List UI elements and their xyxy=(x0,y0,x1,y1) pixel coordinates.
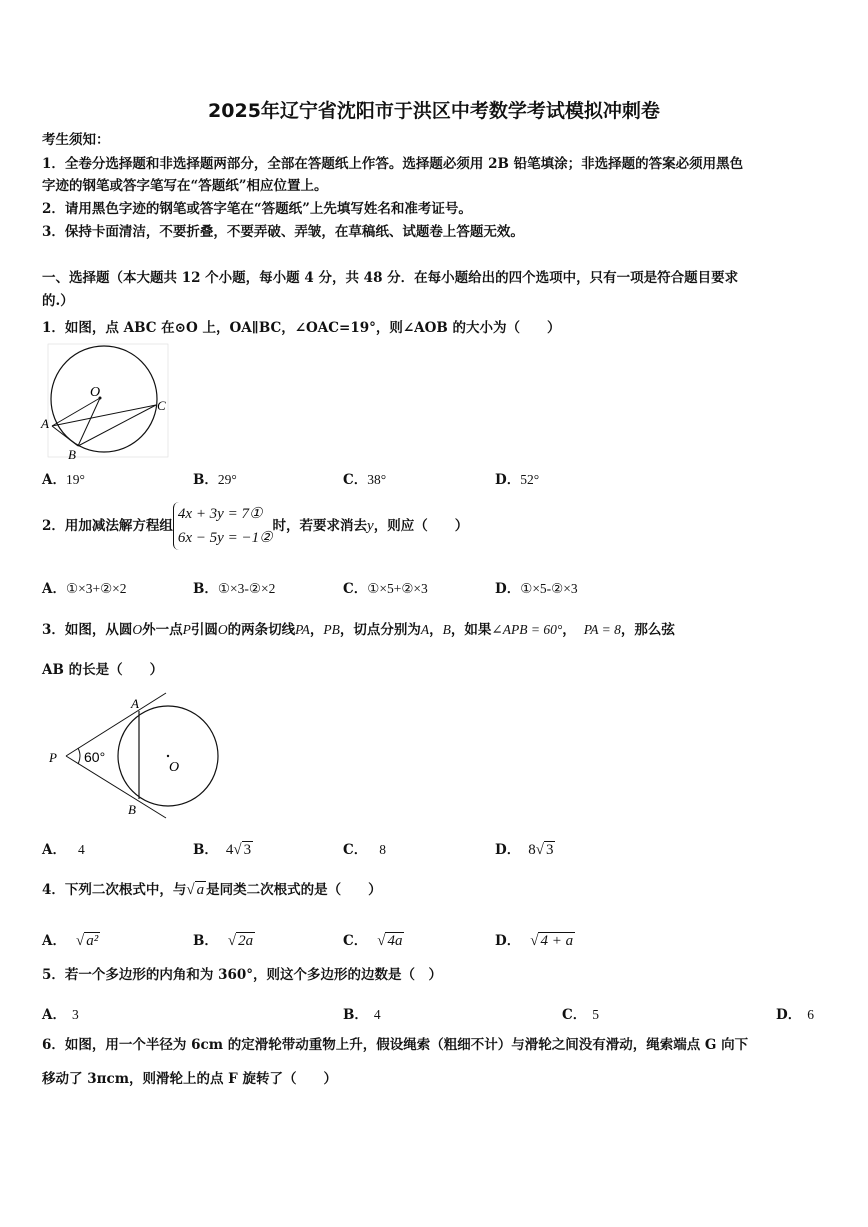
equation-system: 4x + 3y = 7① 6x − 5y = −1② xyxy=(173,502,273,550)
question-1-stem: 1．如图，点 ABC 在⊙O 上，OA∥BC，∠OAC=19°，则∠AOB 的大小为（ ） xyxy=(42,320,561,336)
question-3-option-a[interactable]: A． 4 xyxy=(42,842,85,858)
notice-heading: 考生须知： xyxy=(42,132,110,148)
question-1-option-a[interactable]: A．19° xyxy=(42,472,85,488)
label-b: B xyxy=(128,802,136,817)
label-c: C xyxy=(157,398,166,413)
notice-item-2: 2．请用黑色字迹的钢笔或答字笔在“答题纸”上先填写姓名和准考证号。 xyxy=(42,201,472,217)
question-4-option-a[interactable]: A． √ a² xyxy=(42,933,99,949)
question-2-option-a[interactable]: A．①×3+②×2 xyxy=(42,581,127,597)
label-angle: 60° xyxy=(84,749,106,765)
question-1-figure xyxy=(40,342,170,460)
label-o: O xyxy=(90,385,101,400)
page-title: 2025年辽宁省沈阳市于洪区中考数学考试模拟冲刺卷 xyxy=(208,100,660,122)
section-heading-line-1: 一、选择题（本大题共 12 个小题，每小题 4 分，共 48 分．在每小题给出的四个选项中，只有一项是符合题目要求 xyxy=(42,270,739,286)
label-a: A xyxy=(131,696,139,711)
question-3-option-d[interactable]: D． 8√ 3 xyxy=(495,842,554,858)
question-5-option-c[interactable]: C． 5 xyxy=(562,1007,599,1023)
question-5-stem: 5．若一个多边形的内角和为 360°，则这个多边形的边数是（ ） xyxy=(42,967,443,983)
question-2-option-d[interactable]: D．①×5-②×3 xyxy=(495,581,578,597)
notice-item-1-line-2: 字迹的钢笔或答字笔写在“答题纸”相应位置上。 xyxy=(42,178,328,194)
question-2-stem: 2．用加减法解方程组 4x + 3y = 7① 6x − 5y = −1② 时，若要求消去y，则应（ ） xyxy=(42,502,468,550)
question-4-stem: 4．下列二次根式中，与√ a 是同类二次根式的是（ ） xyxy=(42,882,382,898)
question-4-option-d[interactable]: D． √ 4 + a xyxy=(495,933,574,949)
question-5-option-a[interactable]: A． 3 xyxy=(42,1007,79,1023)
question-4-option-b[interactable]: B． √ 2a xyxy=(193,933,254,949)
label-b: B xyxy=(68,447,76,460)
question-1-option-c[interactable]: C．38° xyxy=(343,472,387,488)
circle-o xyxy=(51,346,157,452)
question-1-option-d[interactable]: D．52° xyxy=(495,472,540,488)
question-6-stem-line-2: 移动了 3πcm，则滑轮上的点 F 旋转了（ ） xyxy=(42,1071,337,1087)
question-3-option-b[interactable]: B． 4√ 3 xyxy=(193,842,252,858)
section-heading-line-2: 的.） xyxy=(42,293,74,309)
question-1-option-b[interactable]: B．29° xyxy=(193,472,237,488)
question-6-stem-line-1: 6．如图，用一个半径为 6cm 的定滑轮带动重物上升，假设绳索（粗细不计）与滑轮之间没有滑动，绳索端点 G 向下 xyxy=(42,1037,749,1053)
label-p: P xyxy=(49,750,57,765)
question-5-option-b[interactable]: B． 4 xyxy=(343,1007,381,1023)
question-3-option-c[interactable]: C． 8 xyxy=(343,842,386,858)
question-5-option-d[interactable]: D． 6 xyxy=(776,1007,814,1023)
question-2-option-b[interactable]: B．①×3-②×2 xyxy=(193,581,276,597)
question-3-stem-line-2: AB 的长是（ ） xyxy=(42,662,164,678)
label-o: O xyxy=(169,760,180,775)
label-a: A xyxy=(41,416,49,431)
question-3-stem-line-1: 3．如图，从圆O外一点P引圆O的两条切线PA，PB，切点分别为A，B，如果∠APB = 60°， PA = 8，那么弦 xyxy=(42,622,675,638)
question-4-option-c[interactable]: C． √ 4a xyxy=(343,933,403,949)
notice-item-1-line-1: 1．全卷分选择题和非选择题两部分，全部在答题纸上作答。选择题必须用 2B 铅笔填涂；非选择题的答案必须用黑色 xyxy=(42,156,744,172)
notice-item-3: 3．保持卡面清洁，不要折叠，不要弄破、弄皱，在草稿纸、试题卷上答题无效。 xyxy=(42,224,524,240)
question-3-figure xyxy=(44,690,224,822)
question-2-option-c[interactable]: C．①×5+②×3 xyxy=(343,581,428,597)
